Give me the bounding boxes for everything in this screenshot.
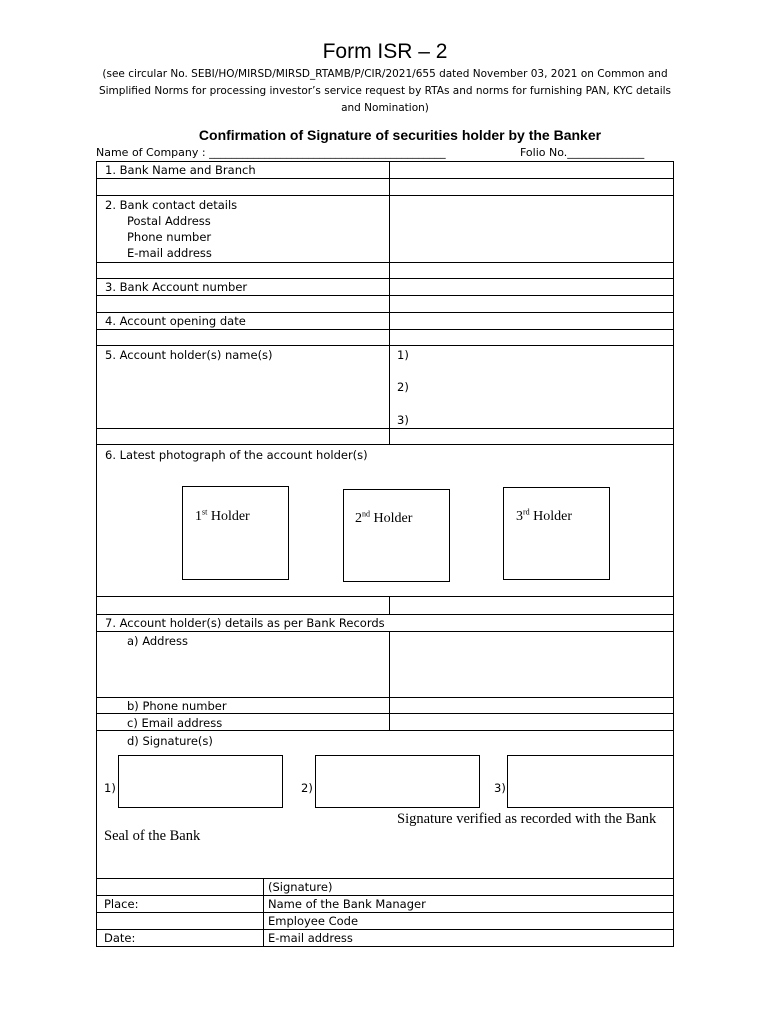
employee-code-label: Employee Code (268, 914, 359, 928)
photo-box-holder-3[interactable] (503, 487, 610, 580)
account-holder-details-label: 7. Account holder(s) details as per Bank Records (105, 616, 385, 630)
photo-box-holder-1[interactable] (182, 486, 289, 580)
account-opening-date-field[interactable] (390, 313, 673, 329)
seal-of-bank-text: Seal of the Bank (104, 828, 201, 844)
signature-box-3[interactable] (507, 755, 674, 808)
signature-verified-text: Signature verified as recorded with the Bank (397, 811, 657, 827)
column-divider (389, 596, 390, 614)
row-line (96, 428, 674, 429)
address-field[interactable] (390, 632, 673, 697)
bank-account-number-label: 3. Bank Account number (105, 280, 248, 294)
circular-reference-line2: Simplified Norms for processing investor’s service request by RTAs and norms for furnishing PAN, KYC details (98, 85, 672, 97)
place-label: Place: (104, 897, 139, 911)
signature-box-2[interactable] (315, 755, 480, 808)
row-line (96, 596, 674, 597)
company-name-label[interactable]: Name of Company : ___________________________________________ (96, 146, 446, 159)
signature-caption: (Signature) (268, 880, 333, 894)
row-line (96, 614, 674, 615)
row-line (96, 178, 674, 179)
bank-account-number-field[interactable] (390, 279, 673, 295)
signatures-label: d) Signature(s) (127, 734, 213, 748)
row-line (96, 345, 674, 346)
holder-3-label: 3rd Holder (516, 507, 573, 524)
email-address-label: E-mail address (127, 246, 212, 260)
form-heading: Confirmation of Signature of securities holder by the Banker (198, 127, 602, 143)
table-bottom-border (96, 946, 674, 947)
photograph-label: 6. Latest photograph of the account holder(s) (105, 448, 368, 462)
row-line (96, 878, 674, 879)
form-title: Form ISR – 2 (322, 40, 448, 63)
bank-contact-label: 2. Bank contact details (105, 198, 238, 212)
email-address-field[interactable] (390, 714, 673, 730)
signature-2-label: 2) (301, 781, 313, 795)
address-label: a) Address (127, 634, 188, 648)
circular-reference-line3: and Nomination) (341, 102, 429, 114)
row-line (96, 912, 674, 913)
signature-3-label: 3) (494, 781, 506, 795)
holder-2-label: 2nd Holder (355, 509, 413, 526)
photo-box-holder-2[interactable] (343, 489, 450, 582)
circular-reference-line1: (see circular No. SEBI/HO/MIRSD/MIRSD_RTAMB/P/CIR/2021/655 dated November 03, 2021 on Common and (102, 68, 668, 80)
date-field[interactable] (97, 930, 263, 946)
folio-number-label[interactable]: Folio No.______________ (520, 146, 645, 159)
email-address-c-label: c) Email address (127, 716, 223, 730)
account-holder-names-label: 5. Account holder(s) name(s) (105, 348, 273, 362)
holder-name-2[interactable]: 2) (397, 380, 409, 394)
row-line (96, 444, 674, 445)
row-line (96, 295, 674, 296)
holder-name-3[interactable]: 3) (397, 413, 409, 427)
phone-number-field[interactable] (390, 698, 673, 713)
signature-box-1[interactable] (118, 755, 283, 808)
holder-1-label: 1st Holder (195, 507, 250, 524)
bank-manager-name-label: Name of the Bank Manager (268, 897, 426, 911)
signature-1-label: 1) (104, 781, 116, 795)
postal-address-label: Postal Address (127, 214, 211, 228)
date-label: Date: (104, 931, 136, 945)
account-opening-date-label: 4. Account opening date (105, 314, 246, 328)
row-line (96, 730, 674, 731)
phone-number-label: Phone number (127, 230, 212, 244)
row-line (96, 329, 674, 330)
holder-name-1[interactable]: 1) (397, 348, 409, 362)
bank-contact-field[interactable] (390, 196, 673, 262)
bank-name-branch-label: 1. Bank Name and Branch (105, 163, 256, 177)
bank-name-branch-field[interactable] (390, 162, 673, 178)
phone-number-b-label: b) Phone number (127, 699, 227, 713)
place-field[interactable] (97, 896, 263, 912)
manager-email-label: E-mail address (268, 931, 353, 945)
row-line (96, 262, 674, 263)
